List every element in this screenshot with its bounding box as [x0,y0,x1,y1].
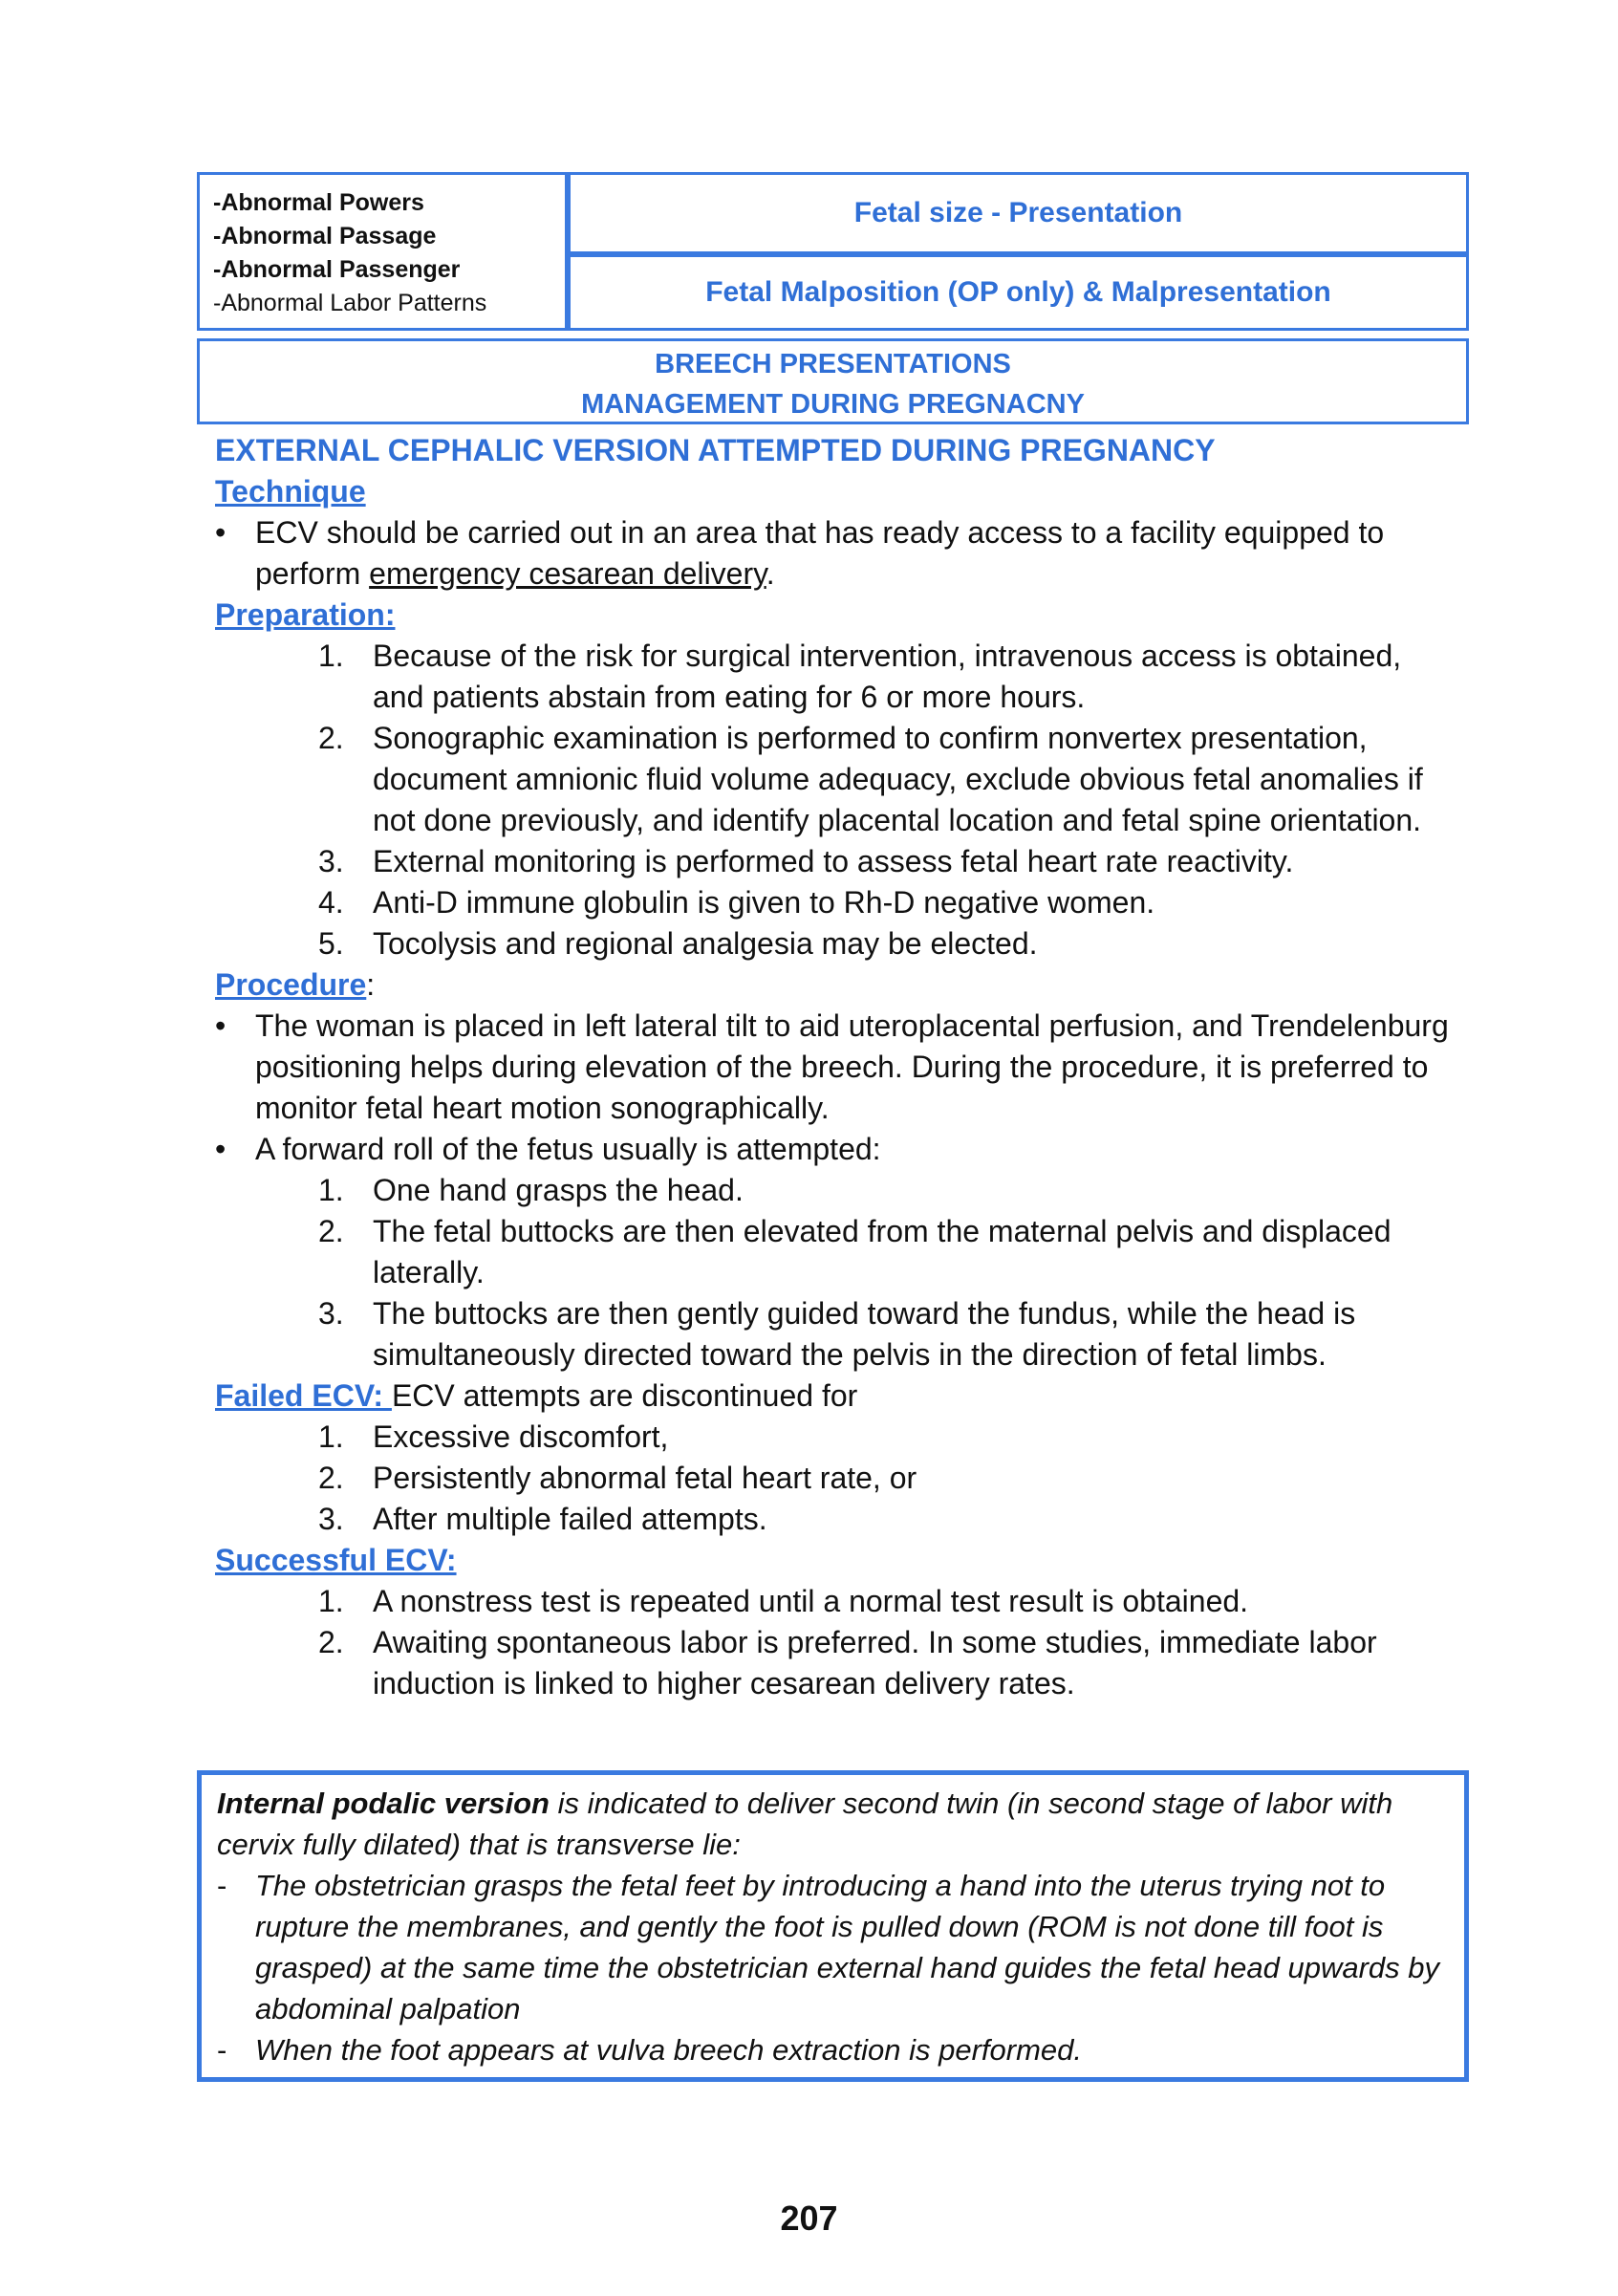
failed-heading: Failed ECV: [215,1378,392,1413]
topic-passenger: -Abnormal Passenger [213,256,461,283]
note-dash-item: - When the foot appears at vulva breech extraction is performed. [217,2033,1083,2067]
failed-item: 3. After multiple failed attempts. [318,1502,767,1536]
emergency-cesarean-link: emergency cesarean delivery [369,556,766,591]
topic-powers: -Abnormal Powers [213,189,424,216]
procedure-heading: Procedure [215,967,367,1002]
note-dash-item: - The obstetrician grasps the fetal feet by introducing a hand into the uterus trying not to rupture the membranes, and gently the foot is pulled down (ROM is not done till foot is grasped) at the same time the obstetrician external hand guides the fetal head upwards by abdominal palpation [217,1869,1440,2025]
successful-heading: Successful ECV: [215,1543,457,1577]
preparation-item: 5. Tocolysis and regional analgesia may be elected. [318,926,1038,961]
procedure-item: 1. One hand grasps the head. [318,1173,744,1207]
section-heading: EXTERNAL CEPHALIC VERSION ATTEMPTED DURING PREGNANCY [215,433,1216,467]
procedure-heading-row: Procedure: [215,967,376,1002]
preparation-item: 1. Because of the risk for surgical intervention, intravenous access is obtained, and patients abstain from eating for 6 or more hours. [318,639,1402,714]
header-malposition: Fetal Malposition (OP only) & Malpresentation [568,254,1469,331]
header-fetal-size: Fetal size - Presentation [568,172,1469,254]
page-number: 207 [780,2199,838,2238]
technique-heading: Technique [215,474,366,509]
failed-item: 1. Excessive discomfort, [318,1419,669,1454]
main-content [215,430,1457,1704]
successful-item: 1. A nonstress test is repeated until a normal test result is obtained. [318,1584,1249,1618]
bullet-icon: • [215,1132,227,1166]
procedure-item: 2. The fetal buttocks are then elevated from the maternal pelvis and displaced laterally. [318,1214,1391,1289]
procedure-item: 3. The buttocks are then gently guided toward the fundus, while the head is simultaneously directed toward the pelvis in the direction of fetal limbs. [318,1296,1356,1372]
preparation-heading: Preparation: [215,597,396,632]
preparation-item: 4. Anti-D immune globulin is given to Rh-D negative women. [318,885,1155,920]
title-line-1: BREECH PRESENTATIONS [655,349,1011,379]
preparation-item: 2. Sonographic examination is performed to confirm nonvertex presentation, document amnionic fluid volume adequacy, exclude obvious fetal anomalies if not done previously, and identify placental location and fetal spine orientation. [318,721,1423,837]
page-title-box [197,338,1469,424]
note-intro: Internal podalic version is indicated to deliver second twin (in second stage of labor with cervix fully dilated) that is transverse lie: [217,1787,1393,1861]
topic-labor-patterns: -Abnormal Labor Patterns [213,290,487,316]
procedure-bullet: • The woman is placed in left lateral tilt to aid uteroplacental perfusion, and Trendelenburg positioning helps during elevation of the breech. During the procedure, it is preferred to monitor fetal heart motion sonographically. [215,1006,1457,1129]
header-topics-box [197,172,568,331]
bullet-icon: • [215,1008,227,1043]
technique-bullet: • ECV should be carried out in an area that has ready access to a facility equipped to perform emergency cesarean delivery. [215,512,1457,595]
title-line-2: MANAGEMENT DURING PREGNACNY [581,389,1085,420]
procedure-bullet: • A forward roll of the fetus usually is attempted: [215,1129,1457,1170]
successful-item: 2. Awaiting spontaneous labor is preferred. In some studies, immediate labor induction is linked to higher cesarean delivery rates. [318,1625,1377,1700]
failed-heading-row: Failed ECV: ECV attempts are discontinued for [215,1378,858,1413]
failed-item: 2. Persistently abnormal fetal heart rate, or [318,1461,917,1495]
bullet-icon: • [215,515,227,550]
topic-passage: -Abnormal Passage [213,223,437,249]
internal-podalic-note [197,1770,1469,2082]
preparation-item: 3. External monitoring is performed to assess fetal heart rate reactivity. [318,844,1294,878]
